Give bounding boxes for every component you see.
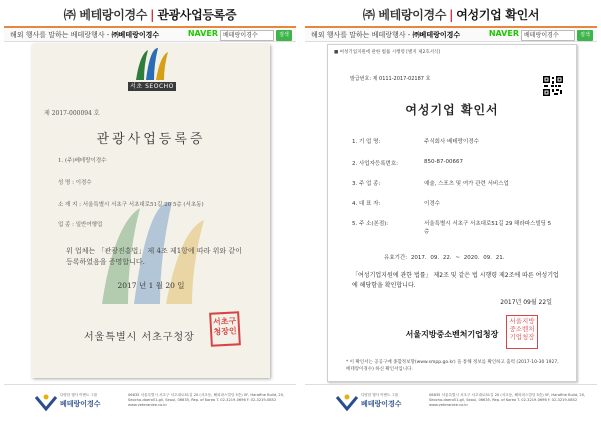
document-title: 관광사업등록증 — [157, 8, 237, 22]
footer-logo-sub: 다양한 행사 이벤트 그룹 — [361, 393, 399, 397]
strip-prefix: 해외 행사를 말하는 베테랑행사 - — [10, 31, 112, 39]
qr-code-icon[interactable] — [542, 75, 564, 97]
naver-search-input[interactable]: 베테랑이경수 — [220, 30, 274, 41]
issue-number: 발급번호: 제 0111-2017-02187 호 — [350, 76, 431, 82]
footer-logo-text: 베테랑이경수 — [60, 400, 101, 408]
row-key: 2. 사업자등록번호: — [352, 161, 399, 167]
row-key: 1. 기 업 명: — [352, 139, 381, 145]
naver-search-button[interactable]: 검색 — [276, 30, 292, 41]
strip-bold: ㈜베테랑이경수 — [412, 31, 461, 39]
period-from: 2017. 09. 22. — [410, 255, 452, 261]
validity-period — [384, 253, 504, 261]
period-label: 유효기간: — [384, 255, 408, 261]
official-seal: 서초구청장인 — [209, 311, 241, 347]
seocho-brand-label: 서초 SEOCHO — [128, 82, 176, 91]
law-reference: ■ 여성기업지원에 관한 법률 시행령 [별지 제2호서식] — [334, 50, 441, 55]
company-name: ㈜ 베테랑이경수 — [362, 8, 447, 22]
row-value: 서울특별시 서초구 서초대로51길 29 해라파스빌딩 5층 — [424, 221, 552, 235]
info-row-industry — [352, 179, 509, 187]
panel-title — [4, 6, 296, 23]
certificate-date: 2017 년 1 월 20 일 — [117, 281, 185, 290]
certificate-issuer: 서울지방중소벤처기업청장 — [405, 330, 499, 339]
certificate-title: 여성기업 확인서 — [405, 103, 499, 117]
certificate-issuer: 서울특별시 서초구청장 — [84, 332, 195, 343]
info-row-representative — [352, 199, 440, 207]
info-row-address — [352, 219, 552, 235]
naver-search-strip — [4, 26, 296, 42]
title-separator: | — [150, 8, 155, 22]
certificate-body: 위 업체는 「관광진흥법」 제 4조 제1항에 따라 위와 같이 등록하였음을 증명합니다. — [66, 247, 242, 266]
footer-logo — [335, 393, 425, 415]
info-row-registration — [352, 159, 463, 167]
strip-text — [10, 30, 159, 40]
footer — [305, 384, 597, 422]
period-to: 2020. 09. 21. — [463, 255, 505, 261]
strip-bold: ㈜베테랑이경수 — [111, 31, 160, 39]
footer-address: 06635 서울특별시 서초구 서초대로51길 20 (서초동, 해외파스빌딩 5층) 5F, Haraffne Build, 20, Seocho-daero51-gil, Seoul, 06635, Rep. of Korea T. 02-3219-0696 F. 02-3219-0852 www.veteranlee.co.kr — [128, 393, 285, 407]
row-key: 3. 주 업 종: — [352, 181, 381, 187]
naver-logo: NAVER — [187, 29, 218, 38]
certificate-title: 관광사업등록증 — [96, 132, 206, 147]
document-title: 여성기업 확인서 — [456, 8, 540, 22]
official-seal: 서울지방중소벤처기업청장 — [506, 315, 538, 349]
row-value: 주식회사 베테랑이경수 — [424, 139, 479, 145]
certificate-note: * 이 확인서는 공공구매 종합정보망(www.smpp.go.kr) 을 통해 정보를 확인하고 출력 (2017-10-30 1927, 베테랑이경수) 하신 확인서입니다. — [346, 360, 559, 372]
seocho-arch-logo — [130, 46, 174, 82]
certificate-line-company: 1. (주)베테랑이경수 — [58, 158, 107, 164]
naver-search-button[interactable]: 검색 — [577, 30, 593, 41]
panel-title — [305, 6, 597, 23]
row-value: 예술, 스포츠 및 여가 관련 서비스업 — [424, 181, 509, 187]
naver-search-strip — [305, 26, 597, 42]
naver-search-input[interactable]: 베테랑이경수 — [521, 30, 575, 41]
right-panel — [305, 4, 597, 422]
strip-prefix: 해외 행사를 말하는 베테랑행사 - — [311, 31, 413, 39]
footer-logo-sub: 다양한 행사 이벤트 그룹 — [60, 393, 98, 397]
veteran-logo-icon — [335, 393, 359, 411]
row-value: 이경수 — [424, 201, 440, 207]
footer-address: 06635 서울특별시 서초구 서초대로51길 20 (서초동, 해외파스빌딩 5층) 5F, Haraffne Build, 20, Seocho-daero51-gil, Seoul, 06635, Rep. of Korea T. 02-3219-0696 F. 02-3219-0852 www.veteranlee.co.kr — [429, 393, 586, 407]
company-name: ㈜ 베테랑이경수 — [63, 8, 148, 22]
veteran-logo-icon — [34, 393, 58, 411]
footer-logo-text: 베테랑이경수 — [361, 400, 402, 408]
certificate-line-business: 업 종 : 일반여행업 — [58, 222, 103, 228]
period-separator: ~ — [455, 255, 460, 261]
naver-logo: NAVER — [488, 29, 519, 38]
info-row-company — [352, 137, 479, 145]
title-separator: | — [449, 8, 454, 22]
women-business-certificate — [327, 44, 577, 382]
certificate-date: 2017년 09월 22일 — [500, 299, 552, 306]
strip-text — [311, 30, 460, 40]
certificate-line-name: 성 명 : 이경수 — [58, 180, 92, 186]
row-key: 4. 대 표 자: — [352, 201, 381, 207]
certificate-line-address: 소 재 지 : 서울특별시 서초구 서초대로51길 20 5층 (서초동) — [58, 202, 204, 208]
footer-logo — [34, 393, 124, 415]
row-key: 5. 주 소(본점): — [352, 221, 389, 227]
tourism-registration-certificate — [32, 44, 270, 378]
certificate-statement: 「여성기업지원에 관한 법률」 제2조 및 같은 법 시행령 제2조에 따른 여성기업에 해당함을 확인합니다. — [352, 272, 559, 289]
left-panel — [4, 4, 296, 422]
certificate-number: 제 2017-000094 호 — [44, 110, 100, 117]
row-value: 850-87-00667 — [424, 159, 463, 165]
footer — [4, 384, 296, 422]
